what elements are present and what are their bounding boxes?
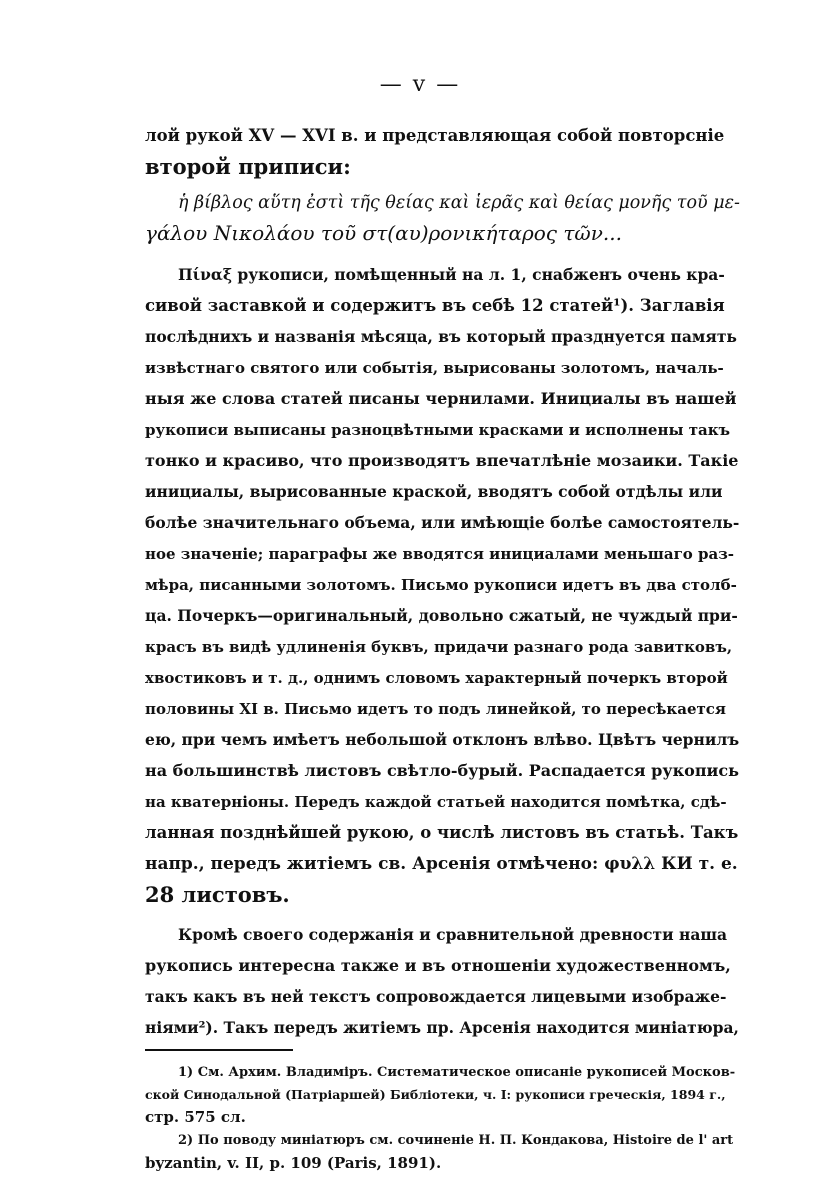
footnote-line: 2) По поводу миніатюръ см. сочиненіе Н. П. Кондакова, Histoire de l' art: [178, 1133, 734, 1148]
body-line: ныя же слова статей писаны чернилами. Инициалы въ нашей: [145, 389, 737, 408]
body-line: ніями²). Такъ передъ житіемъ пр. Арсенія находится миніатюра,: [145, 1018, 739, 1037]
footnote-line: byzantin, v. II, p. 109 (Paris, 1891).: [145, 1154, 442, 1172]
greek-inscription-line: γάλου Νικολάου τοῦ στ(αυ)ρονικήταρος τῶν...: [145, 221, 622, 245]
greek-inscription-line: ἡ βίβλος αὕτη ἐστὶ τῆς θείας καὶ ἱερᾶς καὶ θείας μονῆς τοῦ με-: [178, 193, 740, 213]
body-line: на кватерніоны. Передъ каждой статьей находится помѣтка, сдѣ-: [145, 793, 727, 811]
body-line: хвостиковъ и т. д., однимъ словомъ характерный почеркъ второй: [145, 669, 728, 687]
body-line: Кромѣ своего содержанія и сравнительной древности наша: [178, 925, 728, 944]
body-line: ное значеніе; параграфы же вводятся инициалами меньшаго раз-: [145, 545, 735, 563]
body-line: второй приписи:: [145, 154, 351, 179]
footnote-line: ской Синодальной (Патріаршей) Библіотеки, ч. I: рукописи греческія, 1894 г.,: [145, 1087, 726, 1102]
body-line: рукописи выписаны разноцвѣтными красками и исполнены такъ: [145, 421, 731, 439]
body-line: сивой заставкой и содержитъ въ себѣ 12 статей¹). Заглавія: [145, 296, 725, 315]
body-line: ца. Почеркъ—оригинальный, довольно сжатый, не чуждый при-: [145, 606, 738, 625]
page-number: — v —: [379, 72, 461, 97]
body-line: ею, при чемъ имѣетъ небольшой отклонъ влѣво. Цвѣтъ чернилъ: [145, 730, 740, 749]
body-line: напр., передъ житіемъ св. Арсенія отмѣчено: φυλλ КИ т. е.: [145, 854, 738, 874]
footnote-line: 1) См. Архим. Владиміръ. Систематическое описаніе рукописей Москов-: [178, 1065, 736, 1080]
body-line: красъ въ видѣ удлиненія буквъ, придачи разнаго рода завитковъ,: [145, 638, 733, 656]
body-line: на большинствѣ листовъ свѣтло-бурый. Распадается рукопись: [145, 761, 740, 780]
body-line: рукопись интересна также и въ отношеніи художественномъ,: [145, 956, 731, 975]
footnote-line: стр. 575 сл.: [145, 1108, 246, 1126]
body-line: инициалы, вырисованные краской, вводятъ собой отдѣлы или: [145, 482, 723, 501]
body-line: болѣе значительнаго объема, или имѣющіе болѣе самостоятель-: [145, 513, 740, 532]
body-line: 28 листовъ.: [145, 882, 290, 907]
body-line: мѣра, писанными золотомъ. Письмо рукописи идетъ въ два столб-: [145, 576, 737, 594]
body-line: ланная позднѣйшей рукою, о числѣ листовъ въ статьѣ. Такъ: [145, 823, 739, 842]
body-line: лой рукой XV — XVI в. и представляющая собой повторсніе: [145, 126, 725, 145]
body-line: половины XI в. Письмо идетъ то подъ линейкой, то пересѣкается: [145, 700, 726, 718]
body-line: послѣднихъ и названія мѣсяца, въ который празднуется память: [145, 327, 737, 346]
footnote-divider: [145, 1049, 293, 1051]
body-line: тонко и красиво, что производятъ впечатлѣніе мозаики. Такіе: [145, 451, 739, 470]
body-line: извѣстнаго святого или событія, вырисованы золотомъ, началь-: [145, 359, 724, 377]
body-line: такъ какъ въ ней текстъ сопровождается лицевыми изображе-: [145, 987, 727, 1006]
body-line: Πίναξ рукописи, помѣщенный на л. 1, снабженъ очень кра-: [178, 265, 725, 284]
